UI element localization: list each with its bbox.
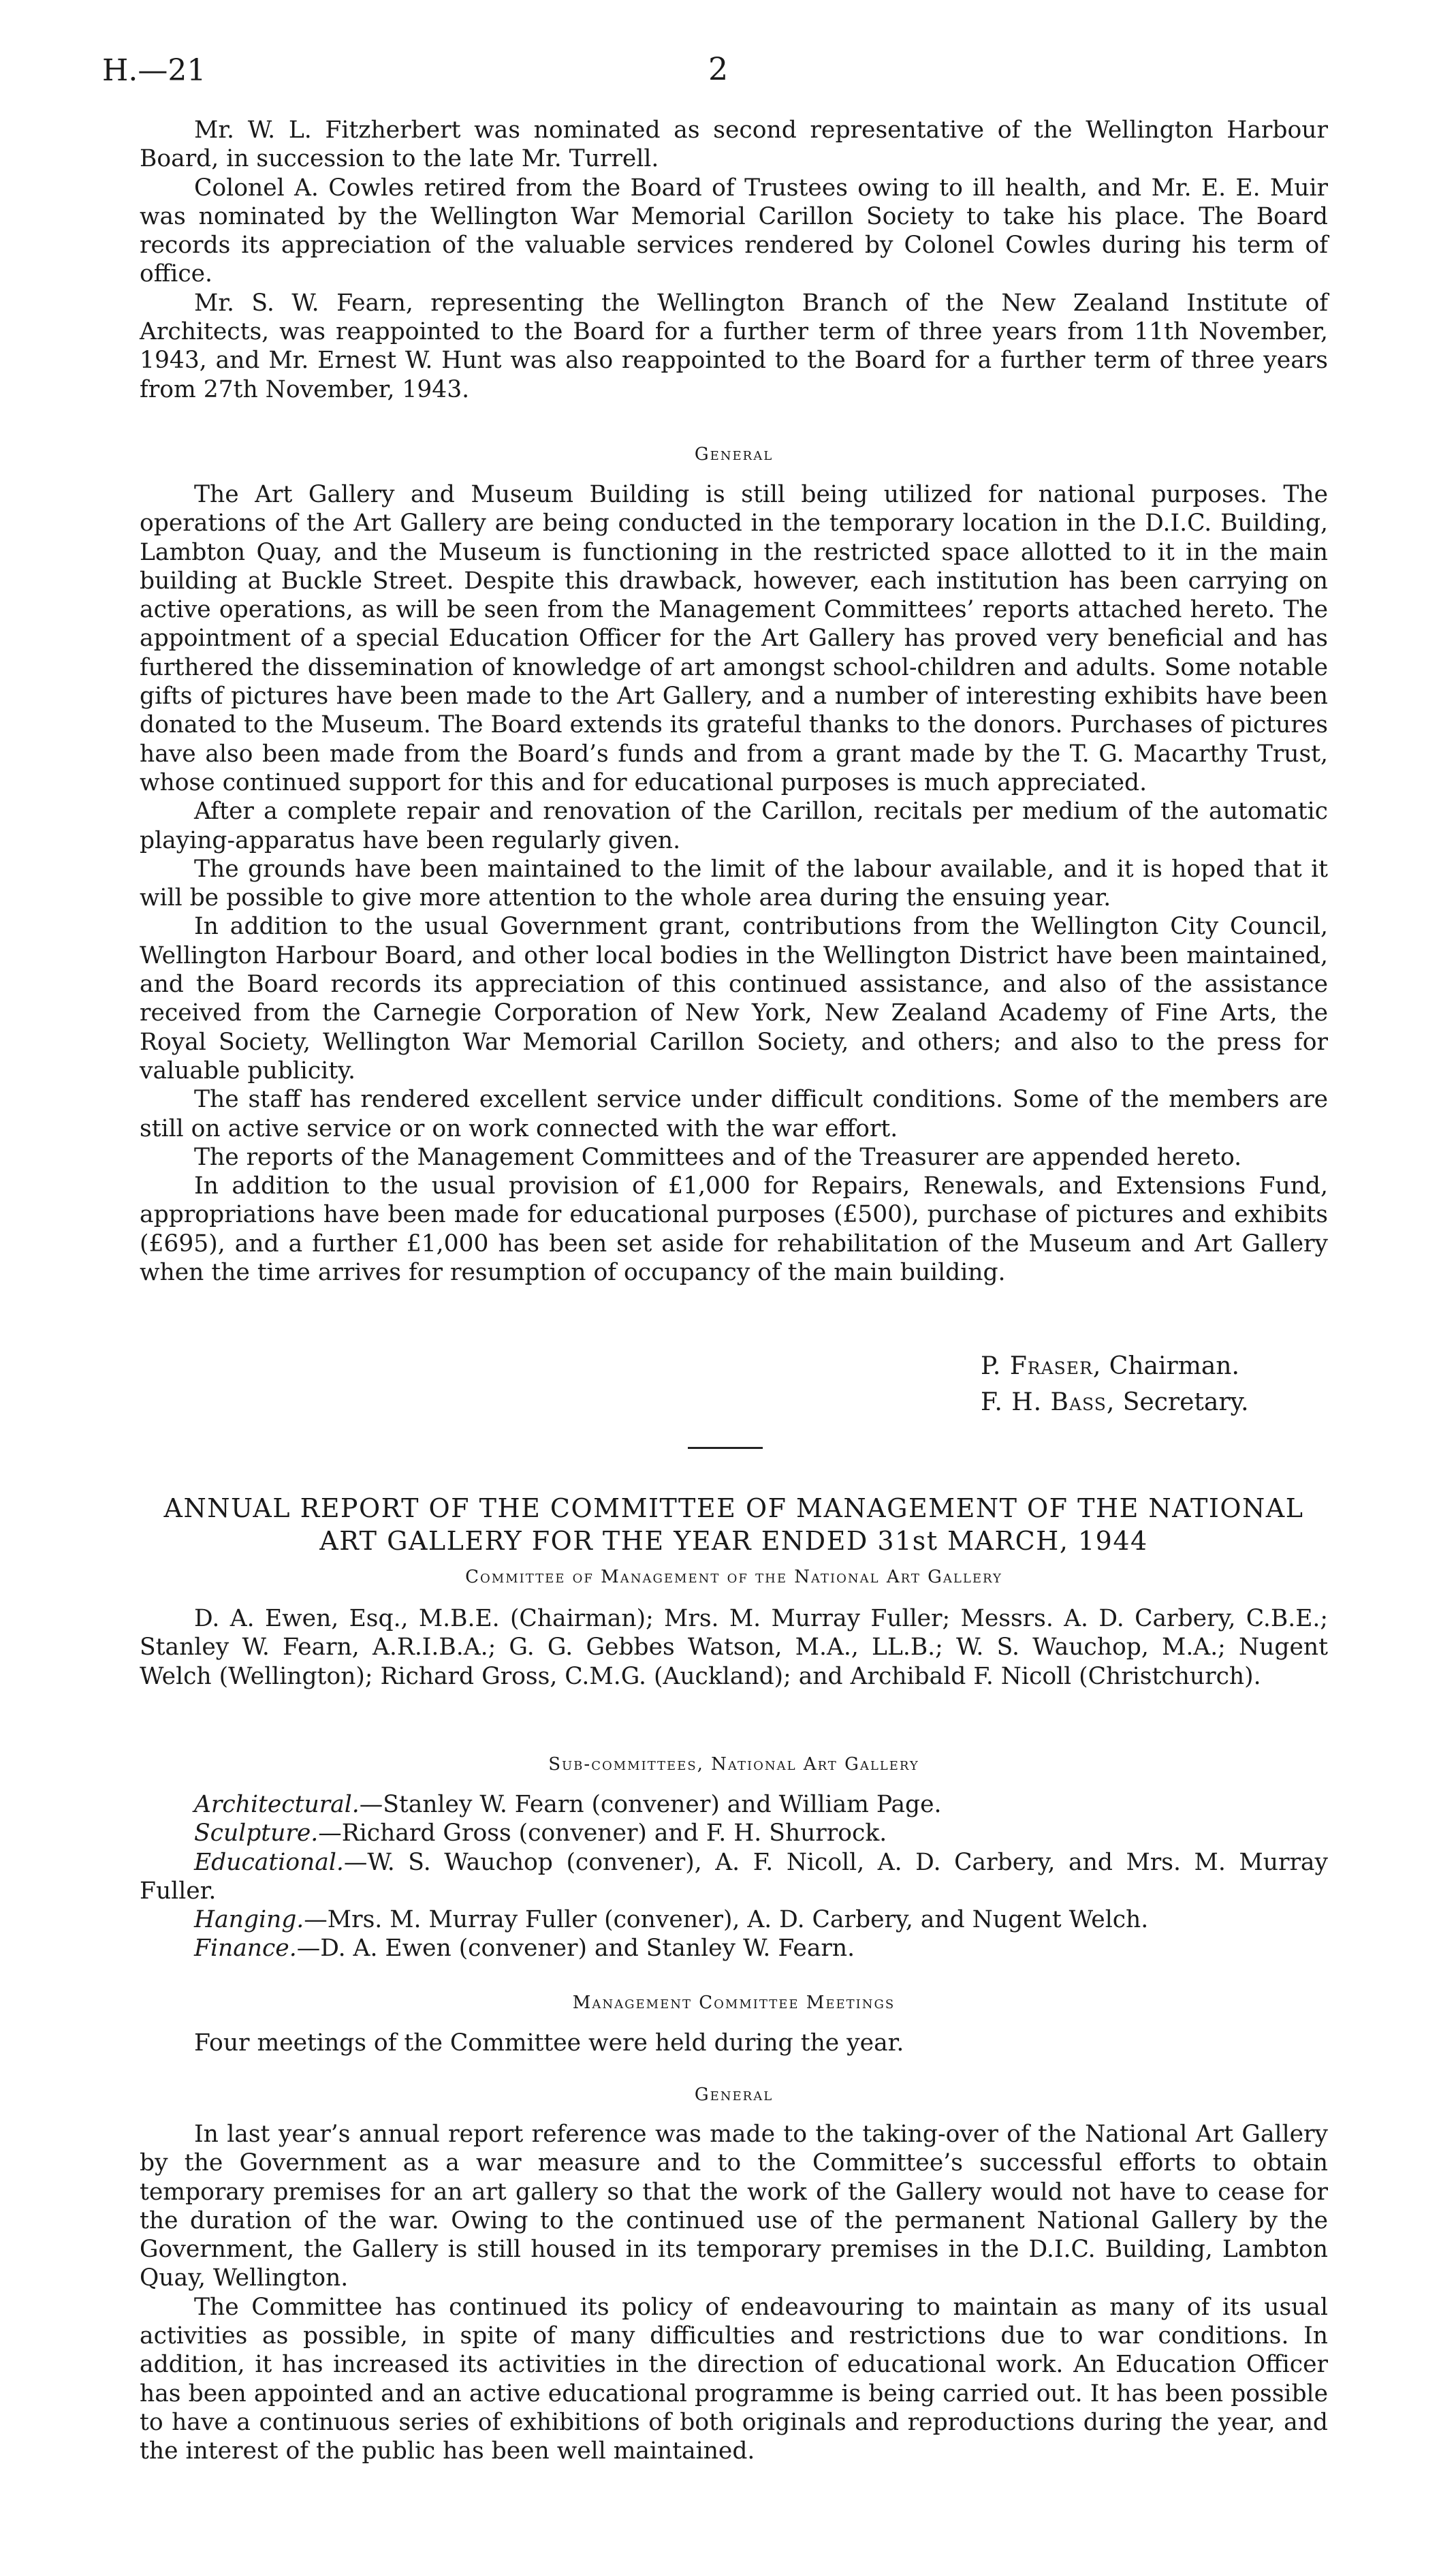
page-number: 2 <box>708 50 729 87</box>
secretary-signature <box>981 1388 1249 1416</box>
report-title <box>140 1492 1328 1557</box>
secretary-title: Secretary. <box>1122 1388 1249 1416</box>
paragraph: In addition to the usual provision of £1,000 for Repairs, Renewals, and Extensions Fund, appropriations have been made for educational purposes (£500), purchase of pictures and exhibits (£695), and a further £1,000 has been set aside for rehabilitation of the Museum and Art Gallery when the time arrives for resumption of occupancy of the main building. <box>140 1172 1328 1287</box>
general-heading: General <box>694 444 774 465</box>
chairman-signature <box>981 1352 1239 1380</box>
subcommittee-item <box>140 1934 1328 1963</box>
paragraph: The grounds have been maintained to the limit of the labour available, and it is hoped that it will be possible to give more attention to the whole area during the ensuing year. <box>140 855 1328 912</box>
subcommittees-section <box>140 1790 1328 1963</box>
document-reference: H.—21 <box>102 53 206 88</box>
chairman-name: P. Fraser, <box>981 1352 1102 1380</box>
subcommittee-members: —W. S. Wauchop (convener), A. F. Nicoll, A. D. Carbery, and Mrs. M. Murray Fuller. <box>140 1848 1328 1905</box>
subcommittee-label: Architectural. <box>194 1791 360 1818</box>
subcommittee-members: —Stanley W. Fearn (convener) and William Page. <box>359 1791 942 1818</box>
subcommittee-label: Hanging. <box>194 1906 304 1934</box>
subcommittees-heading: Sub-committees, National Art Gallery <box>548 1754 919 1775</box>
general2-section <box>140 2120 1328 2466</box>
secretary-name: F. H. Bass, <box>981 1388 1115 1416</box>
intro-section <box>140 116 1328 404</box>
paragraph: The Committee has continued its policy of endeavouring to maintain as many of its usual activities as possible, in spite of many difficulties and restrictions due to war conditions. In addition, it has increased its activities in the direction of educational work. An Education Officer has been appointed and an active educational programme is being carried out. It has been possible to have a continuous series of exhibitions of both originals and reproductions during the year, and the interest of the public has been well maintained. <box>140 2293 1328 2465</box>
subcommittee-members: —Mrs. M. Murray Fuller (convener), A. D. Carbery, and Nugent Welch. <box>304 1906 1149 1934</box>
subcommittee-members: —Richard Gross (convener) and F. H. Shurrock. <box>318 1820 887 1847</box>
subcommittee-label: Educational. <box>194 1848 344 1876</box>
general-section <box>140 480 1328 1287</box>
meetings-text: Four meetings of the Committee were held during the year. <box>194 2029 904 2057</box>
subcommittee-item <box>140 1790 1328 1819</box>
subcommittee-label: Finance. <box>194 1935 297 1963</box>
paragraph: In last year’s annual report reference was made to the taking-over of the National Art Gallery by the Government as a war measure and to the Committee’s successful efforts to obtain temporary premises for an art gallery so that the work of the Gallery would not have to cease for the duration of the war. Owing to the continued use of the permanent National Gallery by the Government, the Gallery is still housed in its temporary premises in the D.I.C. Building, Lambton Quay, Wellington. <box>140 2121 1328 2292</box>
paragraph: The Art Gallery and Museum Building is still being utilized for national purposes. The operations of the Art Gallery are being conducted in the temporary location in the D.I.C. Building, Lambton Quay, and the Museum is functioning in the restricted space allotted to it in the main building at Buckle Street. Despite this drawback, however, each institution has been carrying on active operations, as will be seen from the Management Committees’ reports attached hereto. The appointment of a special Education Officer for the Art Gallery has proved very beneficial and has furthered the dissemination of knowledge of art amongst school-children and adults. Some notable gifts of pictures have been made to the Art Gallery, and a number of interesting exhibits have been donated to the Museum. The Board extends its grateful thanks to the donors. Purchases of pictures have also been made from the Board’s funds and from a grant made by the T. G. Macarthy Trust, whose continued support for this and for educational purposes is much appreciated. <box>140 481 1328 796</box>
subcommittee-item <box>140 1905 1328 1934</box>
paragraph: The reports of the Management Committees and of the Treasurer are appended hereto. <box>194 1143 1242 1171</box>
committee-members: D. A. Ewen, Esq., M.B.E. (Chairman); Mrs. M. Murray Fuller; Messrs. A. D. Carbery, C.B.E.; Stanley W. Fearn, A.R.I.B.A.; G. G. Gebbes Watson, M.A., LL.B.; W. S. Wauchop, M.A.; Nugent Welch (Wellington); Richard Gross, C.M.G. (Auckland); and Archibald F. Nicoll (Christchurch). <box>140 1605 1328 1690</box>
section-divider <box>688 1447 763 1449</box>
committee-section <box>140 1604 1328 1691</box>
chairman-title: Chairman. <box>1109 1352 1239 1380</box>
paragraph: Mr. S. W. Fearn, representing the Wellington Branch of the New Zealand Institute of Architects, was reappointed to the Board for a further term of three years from 11th November, 1943, and Mr. Ernest W. Hunt was also reappointed to the Board for a further term of three years from 27th November, 1943. <box>140 289 1328 403</box>
report-title-line: ANNUAL REPORT OF THE COMMITTEE OF MANAGEMENT OF THE NATIONAL <box>163 1493 1304 1523</box>
paragraph: Mr. W. L. Fitzherbert was nominated as second representative of the Wellington Harbour Board, in succession to the late Mr. Turrell. <box>140 116 1328 173</box>
committee-heading: Committee of Management of the National Art Gallery <box>465 1567 1002 1587</box>
paragraph: After a complete repair and renovation of the Carillon, recitals per medium of the automatic playing-apparatus have been regularly given. <box>140 798 1328 854</box>
subcommittee-members: —D. A. Ewen (convener) and Stanley W. Fearn. <box>296 1935 855 1963</box>
meetings-heading: Management Committee Meetings <box>572 1993 896 2013</box>
subcommittee-label: Sculpture. <box>194 1820 319 1847</box>
general2-heading: General <box>694 2085 774 2105</box>
paragraph: The staff has rendered excellent service under difficult conditions. Some of the members are still on active service or on work connected with the war effort. <box>140 1086 1328 1142</box>
report-title-line: ART GALLERY FOR THE YEAR ENDED 31st MARCH, 1944 <box>319 1526 1148 1556</box>
paragraph: In addition to the usual Government grant, contributions from the Wellington City Council, Wellington Harbour Board, and other local bodies in the Wellington District have been maintained, and the Board records its appreciation of this continued assistance, and also of the assistance received from the Carnegie Corporation of New York, New Zealand Academy of Fine Arts, the Royal Society, Wellington War Memorial Carillon Society, and others; and also to the press for valuable publicity. <box>140 913 1328 1084</box>
paragraph: Colonel A. Cowles retired from the Board of Trustees owing to ill health, and Mr. E. E. Muir was nominated by the Wellington War Memorial Carillon Society to take his place. The Board records its appreciation of the valuable services rendered by Colonel Cowles during his term of office. <box>140 174 1328 288</box>
meetings-section <box>140 2029 1328 2057</box>
subcommittee-item <box>140 1819 1328 1847</box>
subcommittee-item <box>140 1848 1328 1906</box>
